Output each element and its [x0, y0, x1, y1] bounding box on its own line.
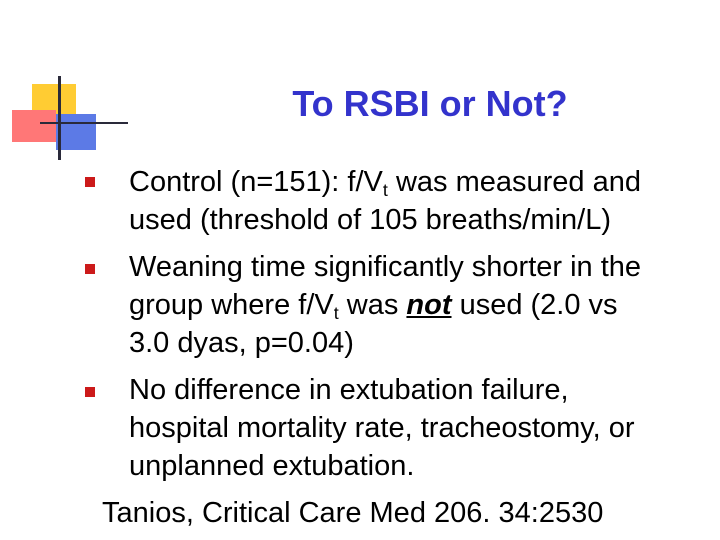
bullet-2-line-2-subscript: t — [333, 303, 339, 324]
slide-decoration — [0, 0, 130, 170]
slide-title: To RSBI or Not? — [292, 83, 568, 124]
bullet-marker — [85, 387, 95, 397]
decoration-horizontal-line — [40, 122, 128, 124]
bullet-2-line-2-text-end: used (2.0 vs — [451, 289, 618, 321]
bullet-3-line-2 — [129, 414, 635, 443]
bullet-2-line-2 — [129, 291, 618, 322]
bullet-1-line-2 — [129, 206, 611, 235]
bullet-3-line-1 — [129, 376, 569, 405]
bullet-2-line-1 — [129, 253, 641, 282]
bullet-2-line-2-text: group where f/V — [129, 289, 334, 321]
bullet-3-line-2-text: hospital mortality rate, tracheostomy, or — [129, 412, 635, 444]
bullet-1-line-1-subscript: t — [382, 180, 388, 201]
bullet-1-line-1 — [129, 168, 641, 199]
bullet-2-line-3-text: 3.0 dyas, p=0.04) — [129, 327, 354, 359]
bullet-marker — [85, 264, 95, 274]
bullet-2-line-3 — [129, 329, 354, 358]
bullet-2-line-1-text: Weaning time significantly shorter in the — [129, 251, 642, 283]
citation: Tanios, Critical Care Med 206. 34:2530 — [102, 497, 604, 529]
bullet-marker — [85, 177, 95, 187]
decoration-vertical-line — [58, 76, 61, 160]
bullet-2-emphasis-not: not — [406, 289, 452, 321]
bullet-3-line-1-text: No difference in extubation failure, — [129, 374, 569, 406]
bullet-1-line-2-text: used (threshold of 105 breaths/min/L) — [129, 204, 611, 236]
bullet-3-line-3-text: unplanned extubation. — [129, 450, 415, 482]
decoration-blue-square — [56, 114, 96, 150]
bullet-3-line-3 — [129, 452, 414, 481]
decoration-pink-square — [12, 110, 56, 142]
bullet-1-line-1-text-end: was measured and — [387, 166, 641, 198]
bullet-1-line-1-text: Control (n=151): f/V — [129, 166, 383, 198]
bullet-2-line-2-text-mid: was — [338, 289, 407, 321]
